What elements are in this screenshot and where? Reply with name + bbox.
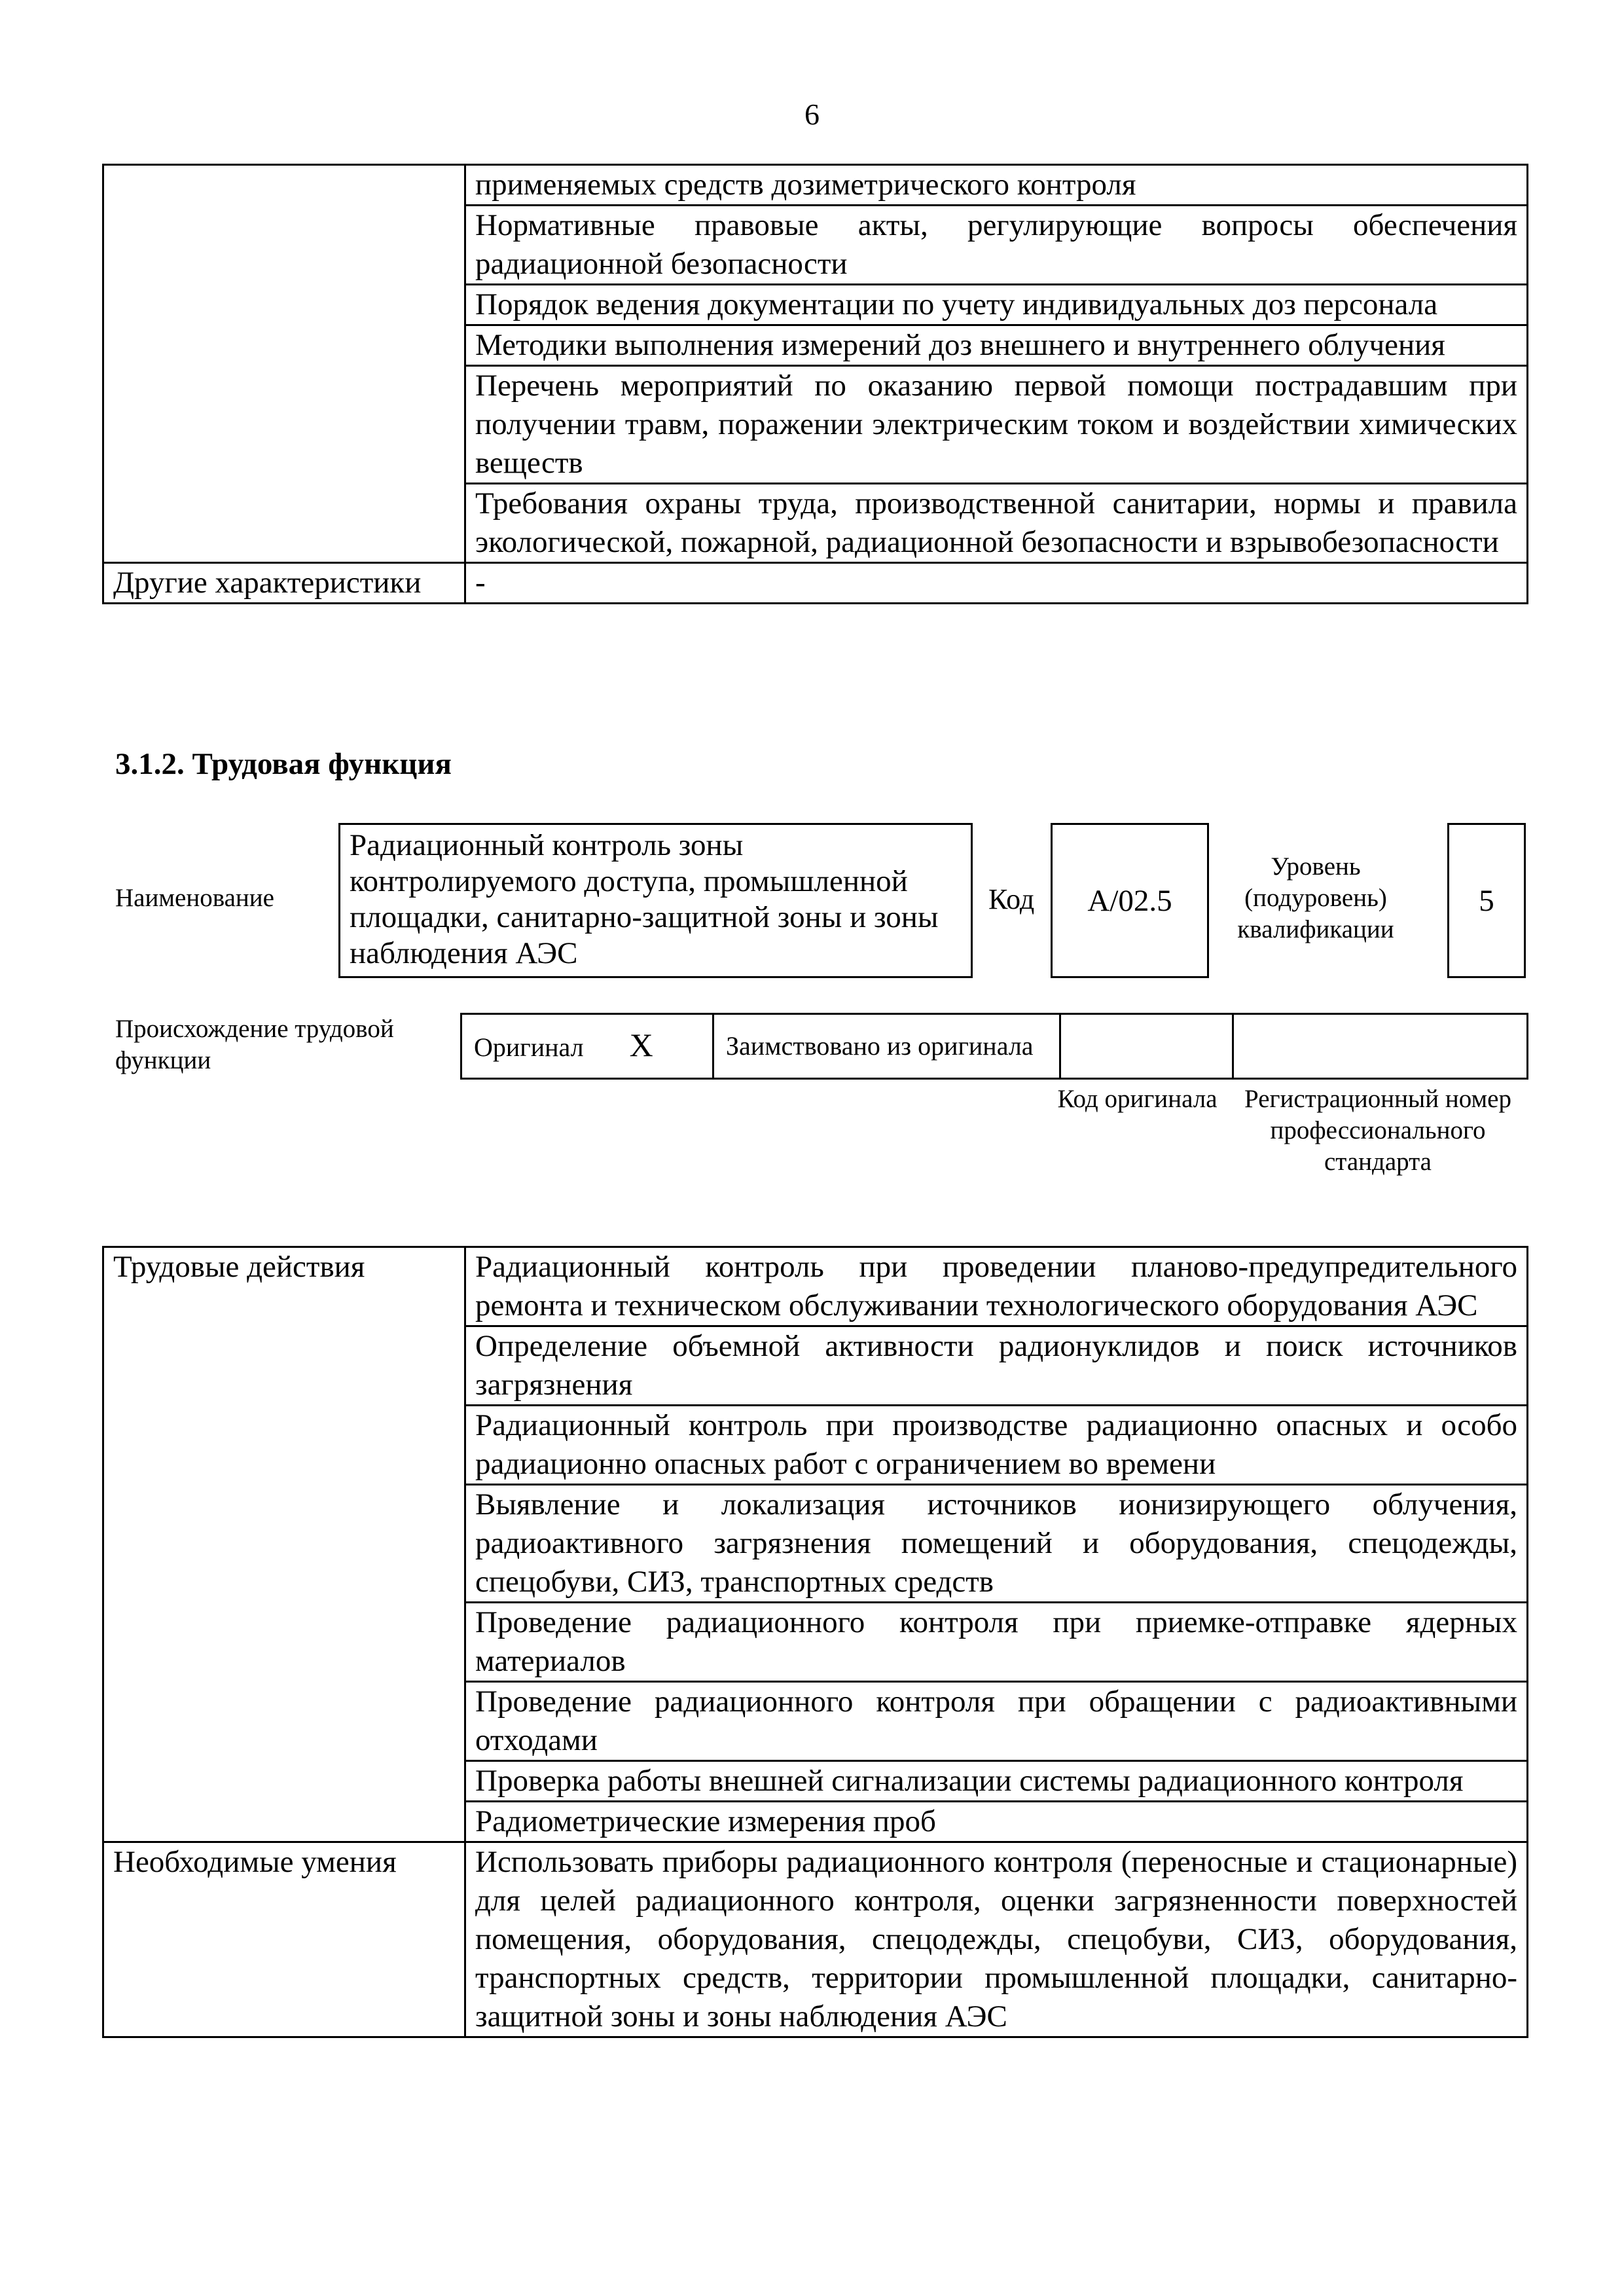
origin-table bbox=[460, 1013, 1528, 1080]
registration-number-cell bbox=[1233, 1014, 1528, 1079]
function-name-label: Наименование bbox=[115, 884, 274, 912]
labor-actions-label: Трудовые действия bbox=[103, 1247, 465, 1842]
labor-action-item: Проведение радиационного контроля при приемке-отправке ядерных материалов bbox=[465, 1603, 1528, 1682]
qualification-level-box bbox=[1447, 823, 1526, 978]
knowledge-label-cell bbox=[103, 165, 465, 563]
required-skill-item: Использовать приборы радиационного контроля (переносные и стационарные) для целей радиационного контроля, оценки загрязненности поверхностей помещения, оборудования, спецодежды, спецобуви, СИЗ, оборудования, транспортных средств, территории промышленной площадки, санитарно-защитной зоны и зоны наблюдения АЭС bbox=[465, 1842, 1528, 2037]
original-cell bbox=[461, 1014, 713, 1079]
knowledge-item: Порядок ведения документации по учету индивидуальных доз персонала bbox=[465, 285, 1528, 325]
borrowed-label: Заимствовано из оригинала bbox=[726, 1031, 1034, 1061]
page-number: 6 bbox=[804, 98, 820, 131]
labor-action-item: Радиационный контроль при производстве радиационно опасных и особо радиационно опасных работ с ограничением во времени bbox=[465, 1406, 1528, 1485]
original-mark: X bbox=[629, 1027, 653, 1063]
original-code-cell bbox=[1060, 1014, 1233, 1079]
knowledge-item: Требования охраны труда, производственной санитарии, нормы и правила экологической, пожарной, радиационной безопасности и взрывобезопасности bbox=[465, 484, 1528, 563]
labor-action-item: Проверка работы внешней сигнализации системы радиационного контроля bbox=[465, 1761, 1528, 1802]
other-characteristics-value: - bbox=[465, 563, 1528, 604]
labor-action-item: Проведение радиационного контроля при обращении с радиоактивными отходами bbox=[465, 1682, 1528, 1761]
labor-action-item: Определение объемной активности радионуклидов и поиск источников загрязнения bbox=[465, 1326, 1528, 1406]
table-row bbox=[103, 563, 1528, 604]
origin-label: Происхождение трудовой функции bbox=[115, 1015, 394, 1074]
labor-actions-table bbox=[102, 1246, 1528, 2038]
knowledge-table bbox=[102, 164, 1528, 604]
original-label: Оригинал bbox=[474, 1032, 584, 1062]
labor-action-item: Радиометрические измерения проб bbox=[465, 1802, 1528, 1842]
table-row bbox=[103, 165, 1528, 206]
code-value: A/02.5 bbox=[1087, 883, 1172, 918]
section-heading: 3.1.2. Трудовая функция bbox=[115, 747, 452, 781]
other-characteristics-label: Другие характеристики bbox=[103, 563, 465, 604]
qualification-level-label: Уровень (подуровень) квалификации bbox=[1237, 852, 1394, 943]
borrowed-cell bbox=[713, 1014, 1060, 1079]
original-code-caption: Код оригинала bbox=[1057, 1085, 1218, 1113]
code-label: Код bbox=[988, 883, 1035, 915]
knowledge-item: применяемых средств дозиметрического контроля bbox=[465, 165, 1528, 206]
labor-action-item: Выявление и локализация источников ионизирующего облучения, радиоактивного загрязнения помещений и оборудования, спецодежды, спецобуви, СИЗ, транспортных средств bbox=[465, 1485, 1528, 1603]
required-skills-label: Необходимые умения bbox=[103, 1842, 465, 2037]
labor-action-item: Радиационный контроль при проведении планово-предупредительного ремонта и техническом обслуживании технологического оборудования АЭС bbox=[465, 1247, 1528, 1326]
table-row bbox=[103, 1842, 1528, 2037]
code-box bbox=[1051, 823, 1209, 978]
table-row bbox=[103, 1247, 1528, 1326]
knowledge-item: Нормативные правовые акты, регулирующие вопросы обеспечения радиационной безопасности bbox=[465, 206, 1528, 285]
qualification-level-value: 5 bbox=[1479, 883, 1494, 918]
function-name-value: Радиационный контроль зоны контролируемого доступа, промышленной площадки, санитарно-защитной зоны и зоны наблюдения АЭС bbox=[350, 828, 939, 970]
registration-number-caption: Регистрационный номер профессионального стандарта bbox=[1244, 1085, 1511, 1176]
knowledge-item: Методики выполнения измерений доз внешнего и внутреннего облучения bbox=[465, 325, 1528, 366]
function-name-box bbox=[338, 823, 973, 978]
knowledge-item: Перечень мероприятий по оказанию первой помощи пострадавшим при получении травм, поражении электрическим током и воздействии химических веществ bbox=[465, 366, 1528, 484]
table-row bbox=[461, 1014, 1528, 1079]
